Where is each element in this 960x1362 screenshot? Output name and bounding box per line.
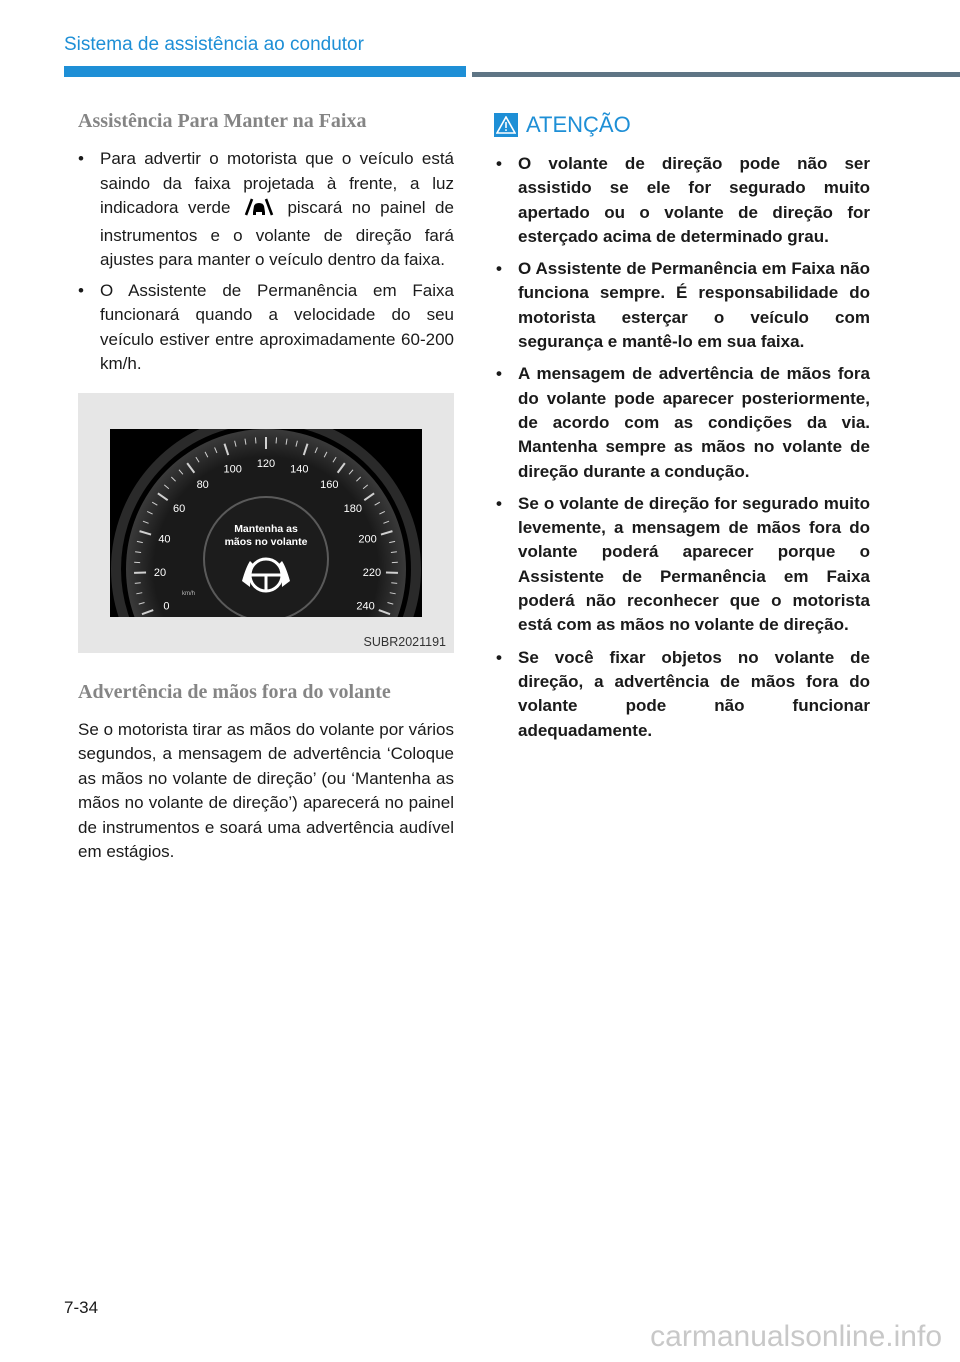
header-bar-gray — [472, 72, 960, 77]
attention-item-text: O volante de direção pode não ser assistido se ele for segurado muito apertado ou o volante de direção for esterçado acima de determinado grau. — [518, 154, 870, 246]
figure-code: SUBR2021191 — [363, 634, 446, 649]
speed-label: 0 — [163, 599, 170, 612]
instrument-cluster-image — [110, 429, 422, 617]
page-number: 7-34 — [64, 1298, 99, 1317]
bullet-symbol: • — [496, 154, 502, 173]
watermark: carmanualsonline.info — [650, 1320, 942, 1353]
minor-tick — [391, 582, 397, 583]
speedometer-graphic — [110, 429, 422, 617]
speed-label: 80 — [196, 478, 209, 491]
hands-message-line2: mãos no volante — [224, 535, 308, 548]
bullet-symbol: • — [78, 149, 84, 168]
warning-triangle-icon — [494, 113, 518, 137]
attention-item-text: Se o volante de direção for segurado muito levemente, a mensagem de mãos fora do volante poderá aparecer porque o Assistente de Permanência em Faixa poderá não reconhecer que o motorista está com as mãos no volante de direção. — [518, 493, 870, 635]
lane-keeping-indicator-icon — [244, 198, 274, 224]
bullet-symbol: • — [496, 647, 502, 667]
hands-off-heading: Advertência de mãos fora do volante — [78, 680, 391, 703]
list-item — [494, 257, 870, 354]
speed-label: 100 — [223, 462, 242, 475]
speed-label: 240 — [356, 599, 375, 612]
header-bar-blue — [64, 66, 466, 77]
attention-header — [494, 112, 870, 138]
speed-label: 160 — [320, 478, 339, 491]
bullet-text-part2: piscará no painel de instrumentos e o volante de direção fará ajustes para manter o veículo dentro da faixa. — [100, 198, 454, 269]
bullet-symbol: • — [496, 364, 502, 384]
attention-title: ATENÇÃO — [526, 112, 631, 137]
list-item — [78, 279, 454, 377]
bullet-symbol: • — [496, 259, 502, 279]
speed-label: 200 — [358, 533, 377, 546]
bullet-text-part1: Para advertir o motorista que o veículo está saindo da faixa projetada à frente, a luz indicadora verde — [100, 149, 454, 217]
attention-item-text: A mensagem de advertência de mãos fora do volante pode aparecer posteriormente, de acordo com as condições da via. Mantenha sempre as mãos no volante de direção durante a condução. — [518, 364, 870, 481]
speed-unit: km/h — [182, 590, 196, 597]
minor-tick — [135, 582, 141, 583]
attention-item-text: O Assistente de Permanência em Faixa não funciona sempre. É responsabilidade do motorista esterçar o veículo com segurança e mantê-lo em sua faixa. — [518, 259, 870, 352]
hands-message-line1: Mantenha as — [234, 522, 298, 535]
speed-label: 20 — [153, 566, 167, 579]
speed-label: 60 — [173, 502, 186, 515]
lane-keeping-heading: Assistência Para Manter na Faixa — [78, 110, 367, 132]
lane-keeping-bullets — [78, 147, 454, 377]
bullet-symbol: • — [78, 280, 84, 300]
speed-label: 220 — [362, 566, 382, 579]
speed-label: 40 — [158, 533, 171, 546]
list-item — [494, 492, 870, 638]
page-header-title: Sistema de assistência ao condutor — [64, 34, 364, 55]
speed-label: 140 — [290, 462, 309, 475]
hands-off-paragraph: Se o motorista tirar as mãos do volante por vários segundos, a mensagem de advertência ‘Coloque as mãos no volante de direção’ (ou ‘Mantenha as mãos no volante de direção’) aparecerá no painel de instrumentos e soará uma advertência audível em estágios. — [78, 719, 454, 861]
list-item — [494, 362, 870, 483]
list-item — [494, 152, 870, 249]
list-item — [494, 646, 870, 743]
speed-label: 180 — [343, 502, 363, 515]
bullet-text: O Assistente de Permanência em Faixa funcionará quando a velocidade do seu veículo estiver entre aproximadamente 60-200 km/h. — [100, 280, 454, 373]
speed-label: 120 — [256, 457, 276, 470]
right-column — [494, 112, 870, 751]
instrument-cluster-figure — [78, 393, 454, 653]
bullet-symbol: • — [496, 493, 502, 513]
list-item — [78, 147, 454, 273]
attention-item-text: Se você fixar objetos no volante de direção, a advertência de mãos fora do volante pode não funcionar adequadamente. — [518, 647, 870, 740]
left-column — [78, 110, 454, 865]
attention-list — [494, 152, 870, 743]
